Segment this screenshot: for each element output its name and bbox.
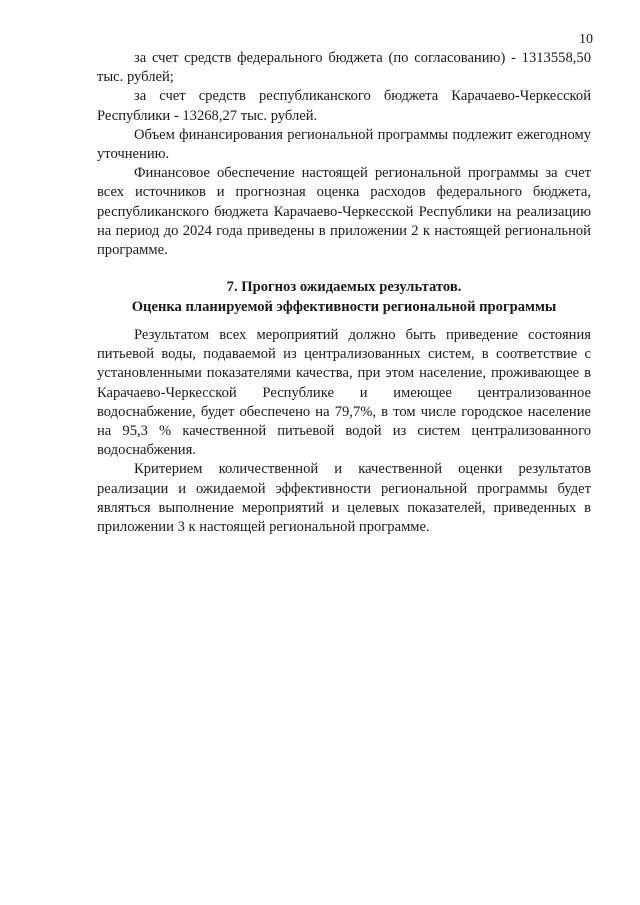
results-text-block [97, 326, 591, 537]
section-heading-line-1: 7. Прогноз ожидаемых результатов. [226, 279, 462, 295]
paragraph-annual-update: Объем финансирования региональной программы подлежит ежегодному уточнению. [97, 126, 591, 163]
paragraph-financial-support: Финансовое обеспечение настоящей региональной программы за счет всех источников и прогнозная оценка расходов федерального бюджета, республиканского бюджета Карачаево-Черкесской Республики на реализацию на период до 2024 года приведены в приложении 2 к настоящей региональной программе. [97, 165, 591, 259]
paragraph-evaluation-criteria: Критерием количественной и качественной оценки результатов реализации и ожидаемой эффективности региональной программы будет являться выполнение мероприятий и целевых показателей, приведенных в приложении 3 к настоящей региональной программе. [97, 461, 591, 536]
page-number: 10 [579, 32, 593, 47]
paragraph-federal-budget: за счет средств федерального бюджета (по согласованию) - 1313558,50 тыс. рублей; [97, 50, 591, 86]
financing-text-block [97, 49, 591, 260]
paragraph-republic-budget: за счет средств республиканского бюджета Карачаево-Черкесской Республики - 13268,27 тыс. рублей. [97, 88, 591, 124]
paragraph-expected-results: Результатом всех мероприятий должно быть приведение состояния питьевой воды, подаваемой из централизованных систем, в соответствие с установленными показателями качества, при этом население, проживающее в Карачаево-Черкесской Республике и имеющее централизованное водоснабжение, будет обеспечено на 79,7%, в том числе городское население на 95,3 % качественной питьевой водой из систем централизованного водоснабжения. [97, 327, 591, 459]
section-heading [97, 278, 591, 317]
section-heading-line-2: Оценка планируемой эффективности региональной программы [131, 298, 557, 315]
